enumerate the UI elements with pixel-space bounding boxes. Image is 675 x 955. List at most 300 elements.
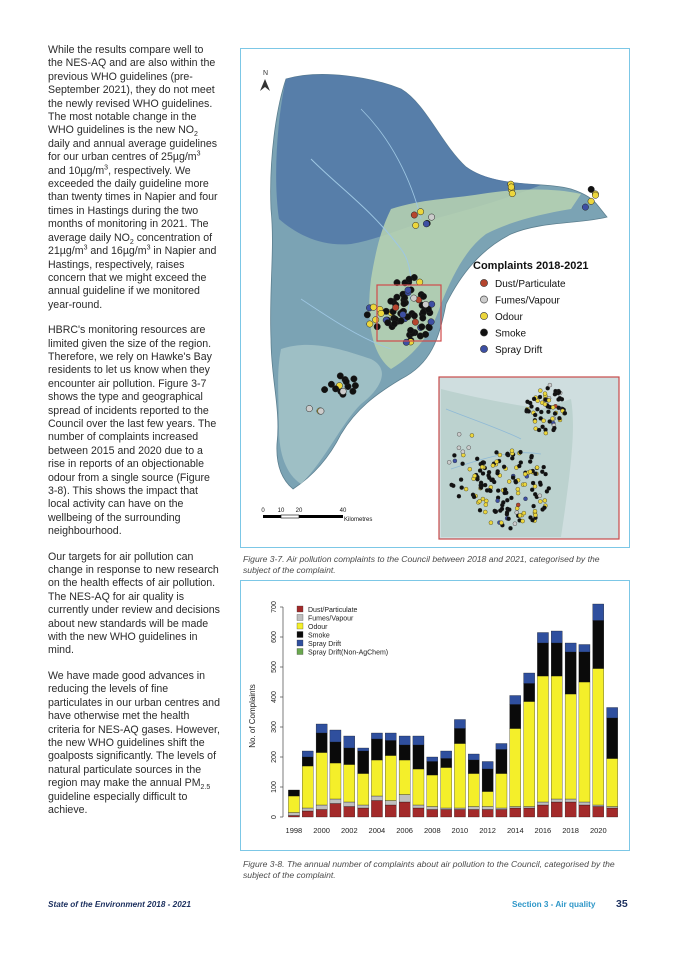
inset-point xyxy=(538,500,542,504)
inset-point xyxy=(523,482,527,486)
bar-segment xyxy=(607,718,618,759)
bar-segment xyxy=(441,751,452,759)
bar-segment xyxy=(441,759,452,768)
inset-point xyxy=(543,402,547,406)
y-tick-label: 500 xyxy=(271,661,278,673)
x-tick-label: 2000 xyxy=(313,826,330,835)
text-run: guideline especially difficult to achieve. xyxy=(48,790,188,816)
y-axis xyxy=(271,601,283,819)
y-tick-label: 0 xyxy=(271,815,278,819)
bar-segment xyxy=(358,808,369,817)
inset-point xyxy=(495,450,499,454)
bar-segment xyxy=(316,724,327,733)
inset-point xyxy=(489,521,493,525)
bar-segment xyxy=(371,760,382,796)
complaint-point xyxy=(509,190,515,196)
complaint-point xyxy=(592,192,598,198)
complaint-point xyxy=(394,294,400,300)
complaints-bar-chart-figure xyxy=(240,580,630,851)
complaint-point xyxy=(370,304,376,310)
complaint-point xyxy=(373,317,379,323)
inset-point xyxy=(483,510,487,514)
x-tick-label: 2012 xyxy=(479,826,496,835)
complaint-point xyxy=(417,279,423,285)
legend-title: Complaints 2018-2021 xyxy=(473,260,589,272)
inset-map xyxy=(439,377,619,539)
bar-segment xyxy=(371,733,382,739)
complaint-point xyxy=(423,301,429,307)
y-tick-label: 300 xyxy=(271,721,278,733)
complaints-bar-chart xyxy=(241,581,629,850)
complaint-point xyxy=(413,222,419,228)
inset-point xyxy=(476,477,480,481)
x-tick-label: 2020 xyxy=(589,826,607,835)
bar-segment xyxy=(524,808,535,817)
inset-point xyxy=(563,411,567,415)
bar-segment xyxy=(302,757,313,766)
complaints-map xyxy=(241,49,629,547)
bar-segment xyxy=(524,807,535,809)
inset-point xyxy=(530,454,534,458)
inset-point xyxy=(528,401,532,405)
complaint-point xyxy=(420,293,426,299)
bar-segment xyxy=(607,759,618,807)
chart-legend-swatch xyxy=(297,640,303,646)
bar-segment xyxy=(330,742,341,763)
complaint-point xyxy=(364,312,370,318)
superscript: 3 xyxy=(104,164,109,172)
bar-segment xyxy=(607,807,618,809)
inset-point xyxy=(491,464,495,468)
inset-point xyxy=(553,412,557,416)
inset-point xyxy=(509,526,513,530)
complaint-point xyxy=(411,212,417,218)
inset-point xyxy=(451,484,455,488)
complaint-point xyxy=(405,287,411,293)
inset-point xyxy=(531,518,535,522)
y-tick-label: 700 xyxy=(271,601,278,613)
bar-segment xyxy=(358,805,369,808)
bar-segment xyxy=(551,643,562,676)
chart-legend-label: Spray Drift(Non-AgChem) xyxy=(308,649,389,657)
inset-point xyxy=(533,492,537,496)
bar-segment xyxy=(330,730,341,742)
inset-point xyxy=(510,456,514,460)
bar-segment xyxy=(371,801,382,818)
bar-segment xyxy=(468,774,479,807)
bar-segment xyxy=(427,807,438,810)
inset-point xyxy=(500,507,504,511)
inset-point xyxy=(544,472,548,476)
y-tick-label: 400 xyxy=(271,691,278,703)
bar-segment xyxy=(288,790,299,796)
scale-segment xyxy=(299,515,343,518)
subscript: 2.5 xyxy=(200,784,211,792)
inset-point xyxy=(557,406,561,410)
bar-segment xyxy=(385,741,396,756)
bar-segment xyxy=(413,769,424,805)
complaint-point xyxy=(306,405,312,411)
complaint-point xyxy=(401,295,407,301)
inset-point xyxy=(514,479,518,483)
inset-point xyxy=(468,467,472,471)
inset-point xyxy=(539,483,543,487)
inset-point xyxy=(541,425,545,429)
inset-point xyxy=(484,503,488,507)
bar-segment xyxy=(427,810,438,818)
inset-point xyxy=(461,462,465,466)
x-tick-label: 2016 xyxy=(534,826,552,835)
inset-point xyxy=(496,471,500,475)
bar-segment xyxy=(358,774,369,806)
superscript: 3 xyxy=(196,150,201,158)
inset-point xyxy=(499,521,503,525)
bar-segment xyxy=(468,810,479,818)
complaint-point xyxy=(378,310,384,316)
inset-point xyxy=(548,383,552,387)
inset-point xyxy=(503,488,507,492)
legend-label: Smoke xyxy=(495,328,527,340)
bar-segment xyxy=(427,762,438,776)
complaint-point xyxy=(420,315,426,321)
inset-point xyxy=(452,453,456,457)
bar-segment xyxy=(593,807,604,818)
bar-segment xyxy=(316,753,327,806)
legend-marker xyxy=(480,296,487,303)
legend-label: Fumes/Vapour xyxy=(495,295,560,307)
chart-legend-label: Fumes/Vapour xyxy=(308,615,354,623)
inset-point xyxy=(554,389,558,393)
north-arrow-label: N xyxy=(263,70,269,77)
complaint-point xyxy=(419,324,425,330)
inset-point xyxy=(495,460,499,464)
inset-point xyxy=(532,397,536,401)
inset-point xyxy=(475,457,479,461)
bar-segment xyxy=(441,810,452,818)
bar-segment xyxy=(607,808,618,817)
subscript: 2 xyxy=(129,238,134,246)
y-tick-label: 200 xyxy=(271,751,278,763)
scale-tick-label: 10 xyxy=(277,508,285,514)
x-tick-label: 2008 xyxy=(423,826,441,835)
complaint-point xyxy=(582,204,588,210)
inset-point xyxy=(518,513,522,517)
complaint-point xyxy=(423,221,429,227)
complaint-point xyxy=(411,295,417,301)
complaint-point xyxy=(318,408,324,414)
inset-point xyxy=(509,496,513,500)
bar-segment xyxy=(371,796,382,801)
inset-point xyxy=(484,499,488,503)
inset-point xyxy=(530,488,534,492)
bar-segment xyxy=(510,808,521,817)
inset-point xyxy=(524,497,528,501)
text-run: While the results compare well to the NES-AQ and are also within the previous WHO guidelines (pre-September 2021), they do not meet the newly revised WHO guidelines. The most notable change in the WHO guidelines is the new NO xyxy=(48,44,216,137)
bar-segment xyxy=(593,604,604,621)
inset-point xyxy=(480,483,484,487)
complaint-point xyxy=(337,373,343,379)
inset-point xyxy=(498,453,502,457)
inset-point xyxy=(511,476,515,480)
bar-segment xyxy=(454,808,465,810)
bar-segment xyxy=(399,745,410,760)
bar-segment xyxy=(330,799,341,804)
bar-segment xyxy=(496,808,507,810)
bar-segment xyxy=(593,669,604,806)
inset-point xyxy=(528,470,532,474)
bar-segment xyxy=(482,810,493,818)
chart-legend-swatch xyxy=(297,632,303,638)
bar-segment xyxy=(454,729,465,744)
complaint-point xyxy=(385,320,391,326)
bar-segment xyxy=(302,751,313,757)
complaint-point xyxy=(350,388,356,394)
chart-legend-label: Dust/Particulate xyxy=(308,607,358,614)
text-run: We have made good advances in reducing the levels of fine particulates in our urban centres and have otherwise met the health criteria for NES-AQ gases. However, the new WHO guidelines shift the goalposts significantly. The levels of natural particulate sources in the region may make the annual PM xyxy=(48,669,220,790)
bar-segment xyxy=(537,676,548,802)
x-tick-label: 2014 xyxy=(506,826,524,835)
complaint-point xyxy=(388,298,394,304)
complaint-point xyxy=(422,331,428,337)
scale-segment xyxy=(281,515,299,518)
bar-segment xyxy=(385,801,396,806)
complaint-point xyxy=(400,311,406,317)
bar-segment xyxy=(413,805,424,808)
inset-point xyxy=(521,519,525,523)
bar-segment xyxy=(385,756,396,801)
inset-point xyxy=(507,508,511,512)
bar-segment xyxy=(537,805,548,817)
bar-segment xyxy=(413,736,424,745)
inset-point xyxy=(457,446,461,450)
bar-segment xyxy=(358,751,369,774)
complaint-point xyxy=(406,276,412,282)
legend-label: Spray Drift xyxy=(495,345,543,356)
bar-segment xyxy=(358,748,369,751)
bar-segment xyxy=(330,763,341,799)
inset-point xyxy=(538,389,542,393)
bar-segment xyxy=(579,802,590,805)
legend-marker xyxy=(480,329,487,336)
inset-point xyxy=(506,452,510,456)
chart-legend-swatch xyxy=(297,649,303,655)
scale-segment xyxy=(263,515,281,518)
inset-point xyxy=(507,480,511,484)
bar-segment xyxy=(441,768,452,809)
bar-segment xyxy=(510,807,521,809)
y-tick-label: 100 xyxy=(271,781,278,793)
bar-segment xyxy=(288,816,299,818)
inset-point xyxy=(507,517,511,521)
bar-segment xyxy=(593,621,604,669)
complaint-point xyxy=(340,388,346,394)
bar-segment xyxy=(371,739,382,760)
inset-point xyxy=(557,416,561,420)
bar-segment xyxy=(565,802,576,817)
bar-segment xyxy=(482,769,493,792)
legend-label: Dust/Particulate xyxy=(495,279,566,290)
inset-point xyxy=(447,460,451,464)
inset-point xyxy=(528,460,532,464)
inset-point xyxy=(544,431,548,435)
bar-segment xyxy=(454,810,465,818)
complaint-point xyxy=(343,379,349,385)
inset-point xyxy=(457,494,461,498)
y-tick-label: 600 xyxy=(271,631,278,643)
bar-segment xyxy=(316,733,327,753)
bar-segment xyxy=(537,633,548,644)
inset-point xyxy=(525,408,529,412)
complaint-point xyxy=(411,313,417,319)
bar-segment xyxy=(413,808,424,817)
inset-point xyxy=(548,420,552,424)
bar-segment xyxy=(579,652,590,682)
superscript: 3 xyxy=(146,244,151,252)
inset-point xyxy=(472,495,476,499)
bar-segment xyxy=(482,807,493,810)
complaint-point xyxy=(508,184,514,190)
inset-point xyxy=(467,446,471,450)
superscript: 3 xyxy=(83,244,88,252)
text-run: daily and annual average guidelines for our urban centres of 25µg/m xyxy=(48,137,218,164)
scale-tick-label: 40 xyxy=(339,508,347,514)
inset-point xyxy=(533,419,537,423)
inset-point xyxy=(542,465,546,469)
inset-point xyxy=(464,487,468,491)
inset-point xyxy=(496,489,500,493)
scale-tick-label: 0 xyxy=(261,508,265,514)
inset-point xyxy=(532,504,536,508)
bar-segment xyxy=(316,810,327,818)
complaint-point xyxy=(412,319,418,325)
paragraph-who-guidelines xyxy=(48,44,220,312)
bar-segment xyxy=(330,804,341,818)
inset-point xyxy=(501,500,505,504)
bar-segment xyxy=(454,744,465,809)
inset-point xyxy=(542,506,546,510)
complaint-point xyxy=(351,376,357,382)
paragraph-targets: Our targets for air pollution can change in response to new research on the health effects of air pollution. The NES-AQ for air quality is currently under review and decisions about new standards will be made with the new WHO guidelines in mind. xyxy=(48,550,220,657)
inset-point xyxy=(533,513,537,517)
text-run: concentration of 21µg/m xyxy=(48,231,213,258)
inset-point xyxy=(489,489,493,493)
paragraph-advances xyxy=(48,670,220,817)
inset-point xyxy=(557,390,561,394)
complaint-point xyxy=(391,321,397,327)
inset-point xyxy=(480,461,484,465)
inset-point xyxy=(470,433,474,437)
inset-point xyxy=(543,392,547,396)
inset-point xyxy=(459,478,463,482)
bar-segment xyxy=(288,813,299,816)
bar-segment xyxy=(510,729,521,807)
bar-segment xyxy=(427,757,438,762)
bar-segment xyxy=(565,652,576,694)
inset-point xyxy=(457,432,461,436)
bar-segment xyxy=(579,805,590,817)
bar-segment xyxy=(496,750,507,774)
complaint-point xyxy=(588,198,594,204)
inset-point xyxy=(523,472,527,476)
bar-segment xyxy=(524,684,535,702)
complaint-point xyxy=(426,324,432,330)
inset-point xyxy=(542,419,546,423)
bar-segment xyxy=(565,799,576,802)
x-tick-label: 2004 xyxy=(368,826,386,835)
chart-legend-label: Spray Drift xyxy=(308,641,342,648)
inset-point xyxy=(496,499,500,503)
complaint-point xyxy=(328,381,334,387)
bar-segment xyxy=(537,802,548,805)
chart-legend-swatch xyxy=(297,606,303,612)
bar-segment xyxy=(551,799,562,802)
chart-legend-swatch xyxy=(297,615,303,621)
x-tick-label: 1998 xyxy=(285,826,303,835)
bar-segment xyxy=(496,810,507,818)
inset-point xyxy=(513,522,517,526)
x-tick-label: 2018 xyxy=(562,826,579,835)
scale-tick-label: 20 xyxy=(295,508,303,514)
bar-segment xyxy=(344,748,355,765)
bar-segment xyxy=(524,702,535,807)
inset-point xyxy=(478,508,482,512)
footer-publication-title: State of the Environment 2018 - 2021 xyxy=(48,900,191,909)
figure-3-7-caption: Figure 3-7. Air pollution complaints to the Council between 2018 and 2021, categorised by the subject of the complaint. xyxy=(243,554,600,575)
bar-segment xyxy=(399,736,410,745)
inset-point xyxy=(558,396,562,400)
bars xyxy=(288,604,617,817)
chart-legend-swatch xyxy=(297,623,303,629)
legend-marker xyxy=(480,312,487,319)
bar-segment xyxy=(565,694,576,799)
inset-point xyxy=(461,450,465,454)
inset-point xyxy=(516,491,520,495)
chart-legend-label: Odour xyxy=(308,624,328,631)
inset-point xyxy=(480,465,484,469)
bar-segment xyxy=(385,733,396,741)
bar-segment xyxy=(551,631,562,643)
bar-segment xyxy=(344,736,355,748)
inset-point xyxy=(535,466,539,470)
legend-label: Odour xyxy=(495,312,523,323)
bar-segment xyxy=(537,643,548,676)
bar-segment xyxy=(316,805,327,810)
bar-segment xyxy=(302,766,313,808)
complaint-point xyxy=(428,214,434,220)
bar-segment xyxy=(496,774,507,809)
inset-point xyxy=(546,410,550,414)
x-tick-label: 2006 xyxy=(396,826,413,835)
bar-segment xyxy=(524,673,535,684)
bar-segment xyxy=(454,720,465,729)
inset-point xyxy=(535,407,539,411)
body-text-column xyxy=(48,44,220,829)
complaint-point xyxy=(321,386,327,392)
inset-point xyxy=(516,487,520,491)
inset-point xyxy=(552,426,556,430)
inset-point xyxy=(478,469,482,473)
inset-point xyxy=(522,511,526,515)
bar-segment xyxy=(399,795,410,803)
x-tick-label: 2002 xyxy=(340,826,358,835)
bar-segment xyxy=(496,744,507,750)
complaint-point xyxy=(398,318,404,324)
inset-point xyxy=(539,410,543,414)
bar-segment xyxy=(413,745,424,769)
complaint-point xyxy=(401,300,407,306)
inset-point xyxy=(547,398,551,402)
complaint-point xyxy=(393,304,399,310)
